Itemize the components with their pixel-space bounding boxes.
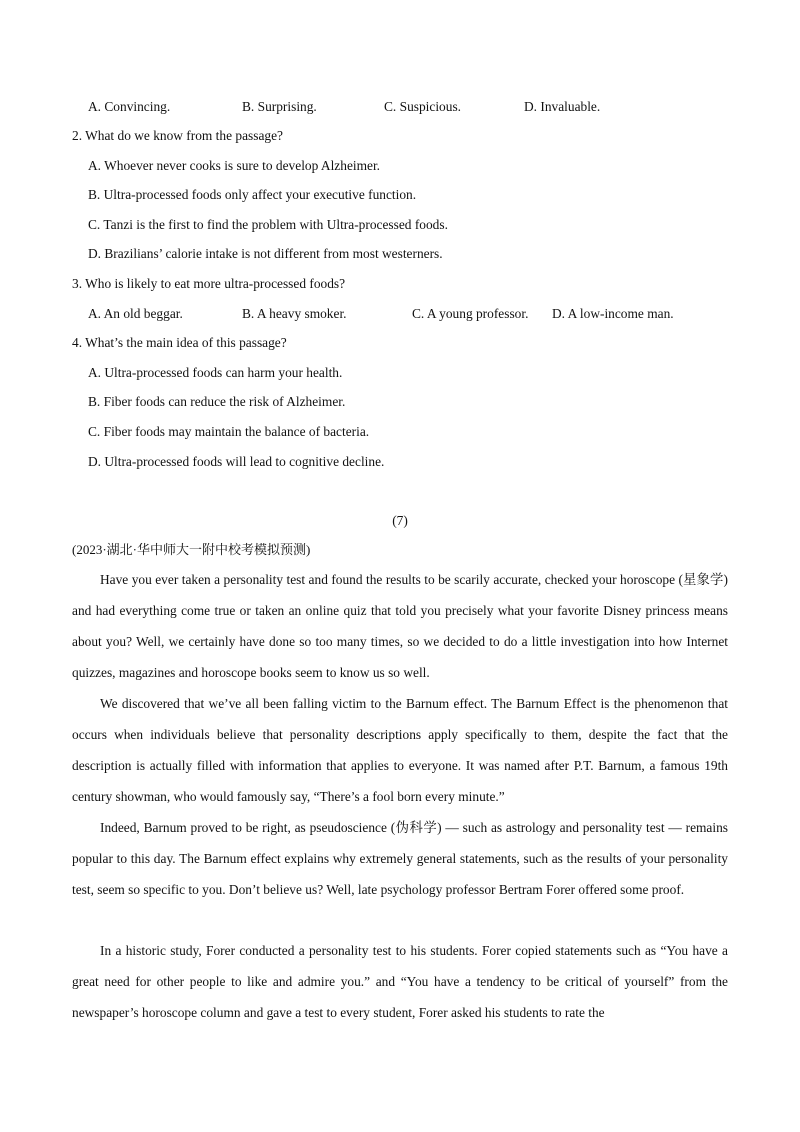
q3-option-a: A. An old beggar. bbox=[88, 306, 183, 321]
q1-option-b: B. Surprising. bbox=[242, 99, 317, 114]
q3-option-d: D. A low-income man. bbox=[552, 306, 674, 321]
q2-option-b: B. Ultra-processed foods only affect your executive function. bbox=[88, 187, 417, 202]
q3-option-b: B. A heavy smoker. bbox=[242, 306, 347, 321]
q1-option-c: C. Suspicious. bbox=[384, 99, 462, 114]
paragraph-4: In a historic study, Forer conducted a personality test to his students. Forer copied statements such as “You have a great need for other people to like and admire you.” and “You have a tendency to be critical of yourself” from the newspaper’s horoscope column and gave a test to every student, Forer asked his students to rate the bbox=[72, 943, 728, 1020]
q1-option-a: A. Convincing. bbox=[88, 99, 171, 114]
source-label: (2023·湖北·华中师大一附中校考模拟预测) bbox=[72, 542, 311, 557]
paragraph-3: Indeed, Barnum proved to be right, as pseudoscience (伪科学) — such as astrology and personality test — remains popular to this day. The Barnum effect explains why extremely general statements, such as the results of your personality test, seem so specific to you. Don’t believe us? Well, late psychology professor Bertram Forer offered some proof. bbox=[72, 820, 728, 897]
q3-stem: 3. Who is likely to eat more ultra-processed foods? bbox=[72, 276, 346, 291]
q4-option-a: A. Ultra-processed foods can harm your health. bbox=[88, 365, 343, 380]
section-number: (7) bbox=[392, 513, 408, 528]
q4-option-c: C. Fiber foods may maintain the balance of bacteria. bbox=[88, 424, 370, 439]
paragraph-2: We discovered that we’ve all been falling victim to the Barnum effect. The Barnum Effect is the phenomenon that occurs when individuals believe that personality descriptions apply specifically to them, despite the fact that the description is actually filled with information that applies to everyone. It was named after P.T. Barnum, a famous 19th century showman, who would famously say, “There’s a fool born every minute.” bbox=[72, 696, 728, 804]
q1-option-d: D. Invaluable. bbox=[524, 99, 601, 114]
q2-option-c: C. Tanzi is the first to find the problem with Ultra-processed foods. bbox=[88, 217, 448, 232]
q2-option-d: D. Brazilians’ calorie intake is not different from most westerners. bbox=[88, 246, 443, 261]
q2-stem: 2. What do we know from the passage? bbox=[72, 128, 283, 143]
q4-option-b: B. Fiber foods can reduce the risk of Alzheimer. bbox=[88, 394, 346, 409]
q2-option-a: A. Whoever never cooks is sure to develop Alzheimer. bbox=[88, 158, 381, 173]
paragraph-1: Have you ever taken a personality test and found the results to be scarily accurate, checked your horoscope (星象学) and had everything come true or taken an online quiz that told you precisely what your favorite Disney princess means about you? Well, we certainly have done so too many times, so we decided to do a little investigation into how Internet quizzes, magazines and horoscope books seem to know us so well. bbox=[72, 572, 728, 680]
q4-option-d: D. Ultra-processed foods will lead to cognitive decline. bbox=[88, 454, 385, 469]
q4-stem: 4. What’s the main idea of this passage? bbox=[72, 335, 287, 350]
q3-option-c: C. A young professor. bbox=[412, 306, 529, 321]
